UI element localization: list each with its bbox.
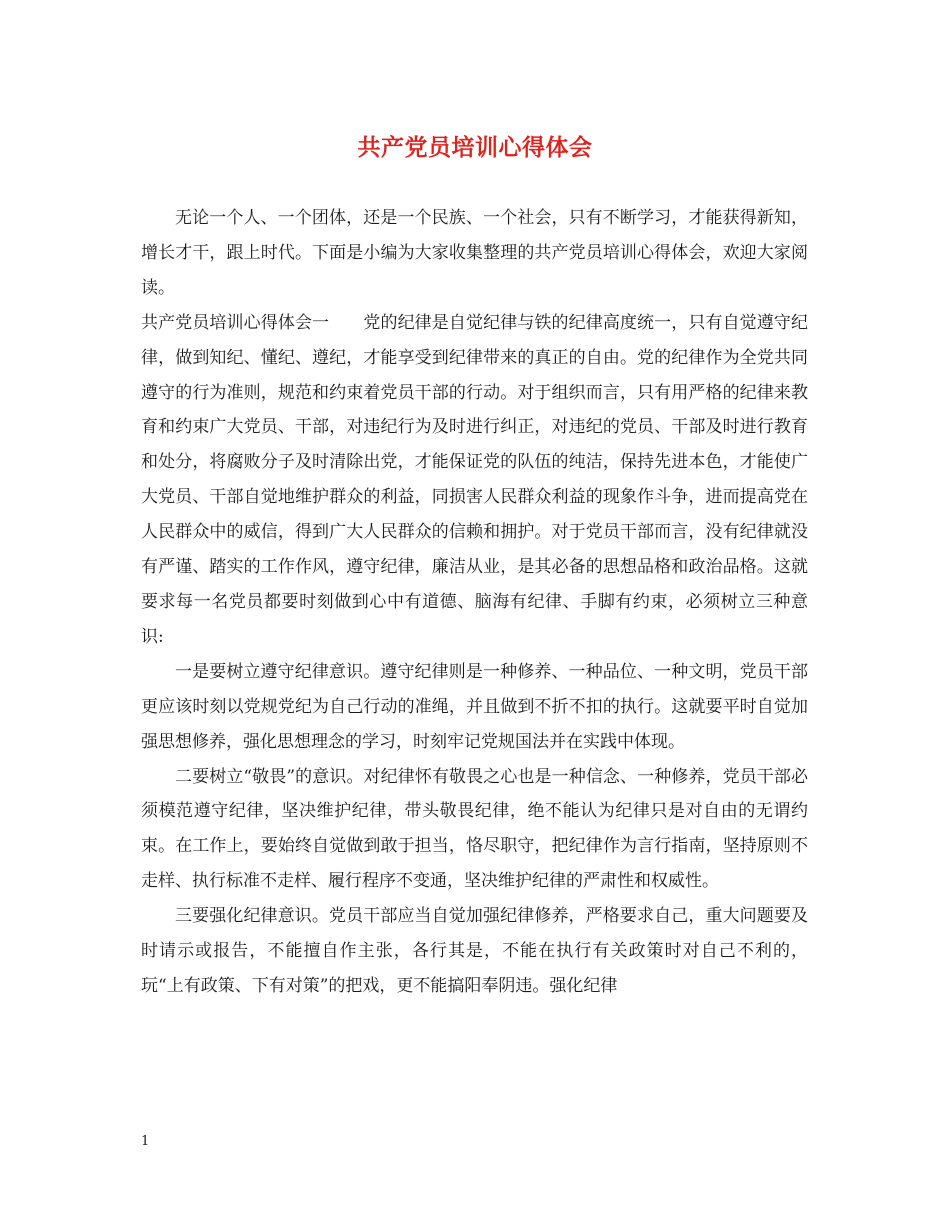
paragraph-section-one: 共产党员培训心得体会一 党的纪律是自觉纪律与铁的纪律高度统一，只有自觉遵守纪律，做到知纪、懂纪、遵纪，才能享受到纪律带来的真正的自由。党的纪律作为全党共同遵守的行为准则，规范和约束着党员干部的行动。对于组织而言，只有用严格的纪律来教育和约束广大党员、干部，对违纪行为及时进行纠正，对违纪的党员、干部及时进行教育和处分，将腐败分子及时清除出党，才能保证党的队伍的纯洁，保持先进本色，才能使广大党员、干部自觉地维护群众的利益，同损害人民群众利益的现象作斗争，进而提高党在人民群众中的威信，得到广大人民群众的信赖和拥护。对于党员干部而言，没有纪律就没有严谨、踏实的工作作风，遵守纪律，廉洁从业，是其必备的思想品格和政治品格。这就要求每一名党员都要时刻做到心中有道德、脑海有纪律、手脚有约束，必须树立三种意识: (141, 312, 808, 647)
paragraph-point-one: 一是要树立遵守纪律意识。遵守纪律则是一种修养、一种品位、一种文明，党员干部更应该时刻以党规党纪为自己行动的准绳，并且做到不折不扣的执行。这就要平时自觉加强思想修养，强化思想理念的学习，时刻牢记党规国法并在实践中体现。 (141, 661, 808, 752)
document-body (141, 201, 808, 1004)
paragraph-point-two: 二要树立“敬畏”的意识。对纪律怀有敬畏之心也是一种信念、一种修养，党员干部必须模范遵守纪律，坚决维护纪律，带头敬畏纪律，绝不能认为纪律只是对自由的无谓约束。在工作上，要始终自觉做到敢于担当，恪尽职守，把纪律作为言行指南，坚持原则不走样、执行标准不走样、履行程序不变通，坚决维护纪律的严肃性和权威性。 (141, 766, 808, 892)
paragraph-point-three: 三要强化纪律意识。党员干部应当自觉加强纪律修养，严格要求自己，重大问题要及时请示或报告，不能擅自作主张，各行其是，不能在执行有关政策时对自己不利的，玩“上有政策、下有对策”的把戏，更不能搞阳奉阴违。强化纪律 (141, 906, 808, 996)
page-number: 1 (141, 1134, 150, 1149)
document-title: 共产党员培训心得体会 (357, 134, 593, 161)
paragraph-intro: 无论一个人、一个团体，还是一个民族、一个社会，只有不断学习，才能获得新知，增长才干，跟上时代。下面是小编为大家收集整理的共产党员培训心得体会，欢迎大家阅读。 (141, 208, 808, 298)
